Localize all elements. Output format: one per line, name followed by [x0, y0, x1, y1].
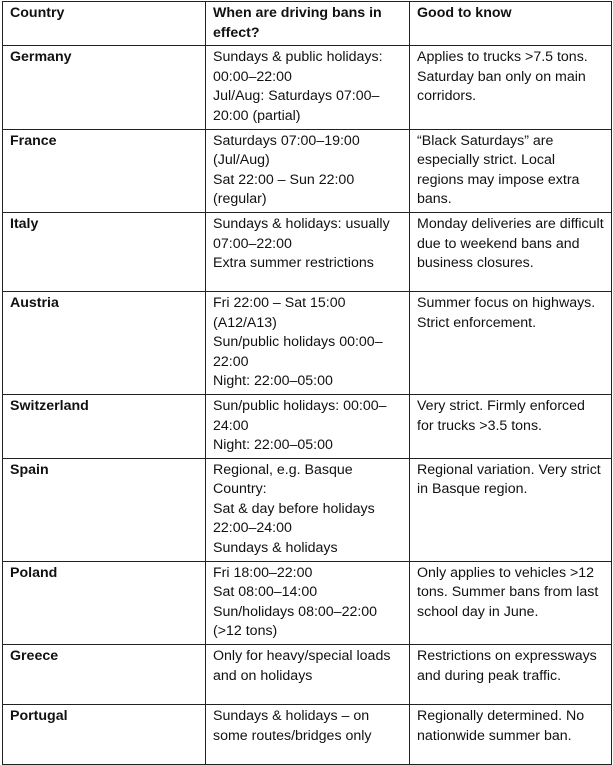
ban-time-line: Sundays & public holidays: 00:00–22:00 — [213, 49, 383, 85]
header-country: Country — [3, 2, 206, 46]
country-cell: Spain — [3, 458, 206, 561]
ban-time-line: Fri 22:00 – Sat 15:00 (A12/A13) — [213, 294, 346, 331]
ban-time-line: Sun/public holidays: 00:00–24:00 — [213, 397, 387, 434]
ban-time-line: Regional, e.g. Basque Country: — [213, 461, 353, 498]
ban-time-line: Night: 22:00–05:00 — [213, 373, 333, 390]
ban-time-line: Saturdays 07:00–19:00 (Jul/Aug) — [213, 132, 360, 169]
table-row — [3, 645, 612, 705]
ban-time-line: Only for heavy/special loads and on holidays — [213, 648, 391, 684]
header-ban-times: When are driving bans in effect? — [206, 2, 410, 46]
country-cell: Greece — [3, 645, 206, 705]
ban-time-line: Fri 18:00–22:00 — [213, 564, 313, 581]
table-row — [3, 291, 612, 394]
note-cell: Monday deliveries are difficult due to weekend bans and business closures. — [410, 212, 612, 291]
note-cell: Only applies to vehicles >12 tons. Summer bans from last school day in June. — [410, 561, 612, 644]
ban-time-line: Sat & day before holidays 22:00–24:00 — [213, 500, 375, 537]
ban-times-cell — [206, 561, 410, 644]
ban-times-cell — [206, 129, 410, 212]
note-cell: Very strict. Firmly enforced for trucks >3.5 tons. — [410, 394, 612, 458]
ban-times-cell — [206, 394, 410, 458]
note-cell: Regionally determined. No nationwide summer ban. — [410, 705, 612, 765]
table-row — [3, 46, 612, 129]
ban-time-line: Sun/holidays 08:00–22:00 (>12 tons) — [213, 603, 378, 640]
country-cell: Austria — [3, 291, 206, 394]
ban-time-line: Sat 08:00–14:00 — [213, 584, 318, 601]
country-cell: Switzerland — [3, 394, 206, 458]
ban-time-line: Jul/Aug: Saturdays 07:00–20:00 (partial) — [213, 88, 380, 124]
note-cell: Summer focus on highways. Strict enforcement. — [410, 291, 612, 394]
ban-time-line: Night: 22:00–05:00 — [213, 437, 333, 454]
country-cell: Germany — [3, 46, 206, 129]
table-row — [3, 394, 612, 458]
country-cell: Poland — [3, 561, 206, 644]
header-good-to-know: Good to know — [410, 2, 612, 46]
table-row — [3, 705, 612, 765]
table-row — [3, 212, 612, 291]
driving-bans-table — [2, 1, 612, 765]
table-row — [3, 129, 612, 212]
country-cell: Italy — [3, 212, 206, 291]
ban-times-cell — [206, 46, 410, 129]
ban-times-cell — [206, 645, 410, 705]
ban-time-line: Sat 22:00 – Sun 22:00 (regular) — [213, 171, 355, 208]
ban-time-line: Sundays & holidays – on some routes/bridges only — [213, 708, 372, 744]
note-cell: Restrictions on expressways and during peak traffic. — [410, 645, 612, 705]
driving-bans-document — [2, 1, 611, 765]
ban-time-line: Sun/public holidays 00:00–22:00 — [213, 334, 383, 370]
ban-times-cell — [206, 291, 410, 394]
ban-times-cell — [206, 212, 410, 291]
table-row — [3, 561, 612, 644]
note-cell: Applies to trucks >7.5 tons. Saturday ban only on main corridors. — [410, 46, 612, 129]
table-row — [3, 458, 612, 561]
ban-time-line: Sundays & holidays — [213, 540, 338, 557]
note-cell: “Black Saturdays” are especially strict. Local regions may impose extra bans. — [410, 129, 612, 212]
ban-time-line: Sundays & holidays: usually 07:00–22:00 — [213, 215, 390, 252]
table-header-row — [3, 2, 612, 46]
country-cell: Portugal — [3, 705, 206, 765]
country-cell: France — [3, 129, 206, 212]
ban-times-cell — [206, 705, 410, 765]
note-cell: Regional variation. Very strict in Basque region. — [410, 458, 612, 561]
ban-time-line: Extra summer restrictions — [213, 255, 374, 272]
ban-times-cell — [206, 458, 410, 561]
